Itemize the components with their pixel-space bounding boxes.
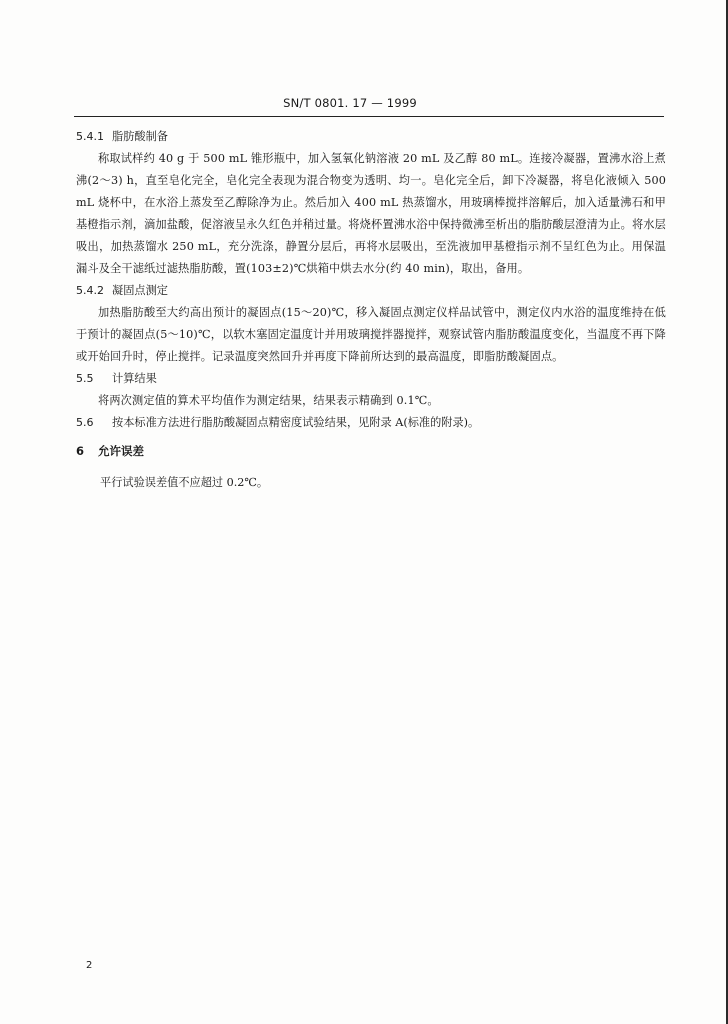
section-number: 5.4.1 [76,130,104,143]
section-heading-5-4-2 [76,280,666,302]
section-number: 5.5 [76,372,94,385]
header-rule [74,116,664,117]
section-title: 脂肪酸制备 [112,130,168,143]
section-text-5-4-2: 加热脂肪酸至大约高出预计的凝固点(15～20)℃，移入凝固点测定仪样品试管中，测定仪内水浴的温度维持在低于预计的凝固点(5～10)℃，以软木塞固定温度计并用玻璃搅拌器搅拌，观察试管内脂肪酸温度变化，当温度不再下降或开始回升时，停止搅拌。记录温度突然回升并再度下降前所达到的最高温度，即脂肪酸凝固点。 [76,306,666,363]
section-number: 5.6 [76,416,94,429]
section-heading-5-5 [76,368,666,390]
section-5-6 [76,412,666,434]
section-text-5-4-1: 称取试样约 40 g 于 500 mL 锥形瓶中，加入氢氧化钠溶液 20 mL 及乙醇 80 mL。连接冷凝器，置沸水浴上煮沸(2～3) h，直至皂化完全，皂化完全表现为混合物变为透明、均一。皂化完全后，卸下冷凝器，将皂化液倾入 500 mL 烧杯中，在水浴上蒸发至乙醇除净为止。然后加入 400 mL 热蒸馏水，用玻璃棒搅拌溶解后，加入适量沸石和甲基橙指示剂，滴加盐酸，促溶液呈永久红色并稍过量。将烧杯置沸水浴中保持微沸至析出的脂肪酸层澄清为止。将水层吸出，加热蒸馏水 250 mL，充分洗涤，静置分层后，再将水层吸出，至洗液加甲基橙指示剂不呈红色为止。用保温漏斗及全干滤纸过滤热脂肪酸，置(103±2)℃烘箱中烘去水分(约 40 min)，取出，备用。 [76,152,666,275]
section-title: 凝固点测定 [112,284,168,297]
section-text-5-5: 将两次测定值的算术平均值作为测定结果，结果表示精确到 0.1℃。 [98,394,439,407]
section-number: 5.4.2 [76,284,104,297]
document-body [76,126,666,494]
chapter-text-6: 平行试验误差值不应超过 0.2℃。 [100,476,269,489]
section-title: 计算结果 [112,372,157,385]
chapter-heading-6 [76,440,666,462]
chapter-title: 允许误差 [98,444,144,458]
standard-code-header: SN/T 0801. 17 — 1999 [283,96,417,110]
section-text-5-6: 按本标准方法进行脂肪酸凝固点精密度试验结果，见附录 A(标准的附录)。 [112,416,480,429]
page-number: 2 [86,960,93,971]
chapter-number: 6 [76,444,85,458]
section-heading-5-4-1 [76,126,666,148]
